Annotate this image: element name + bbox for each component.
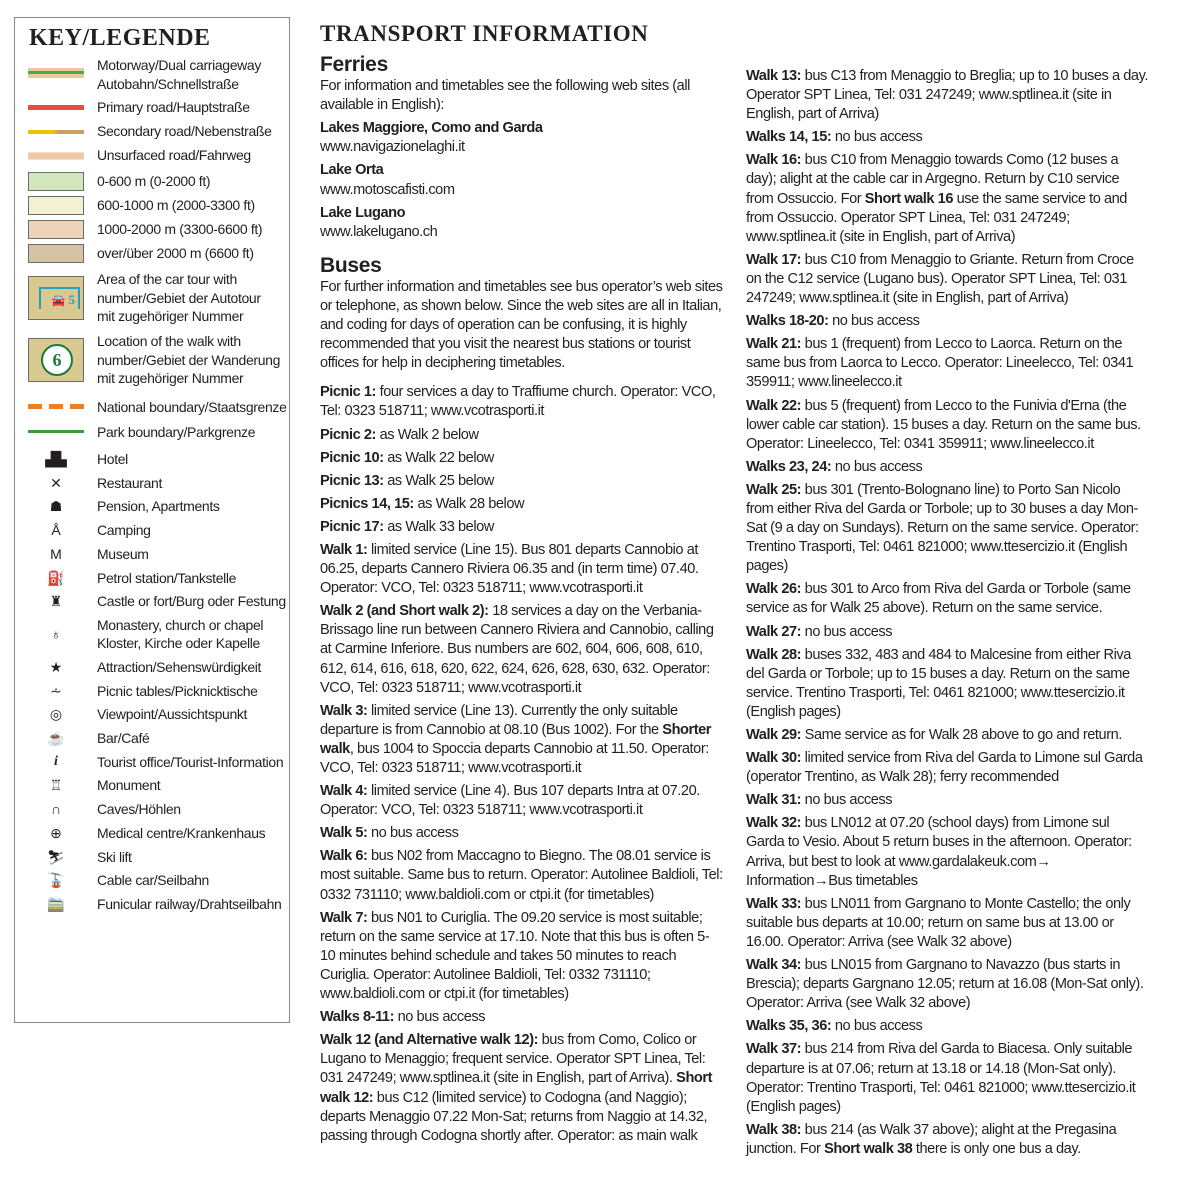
bus-entry-label: Walk 29: xyxy=(746,727,802,743)
key-label: Hotel xyxy=(97,451,128,467)
cafe-icon: ☕ xyxy=(47,730,65,746)
key-label: Unsurfaced road/Fahrweg xyxy=(97,147,251,163)
altitude-swatch xyxy=(28,244,84,263)
bus-entry-label: Walk 12 (and Alternative walk 12): xyxy=(320,1032,539,1049)
bus-entry xyxy=(746,580,1150,618)
bus-entry-text: there is only one bus a day. xyxy=(912,1140,1081,1157)
bus-entry-text: limited service (Line 13). Currently the only suitable departure is from Cannobio at 08.10 (Bus 1002). For the xyxy=(320,702,678,738)
key-label: Medical centre/Krankenhaus xyxy=(97,824,266,841)
key-label: Location of the walk with number/Gebiet der Wanderung mit zugehöriger Nummer xyxy=(97,333,281,386)
castle-icon: ♜ xyxy=(49,593,63,610)
key-row xyxy=(15,171,291,193)
park-boundary-swatch xyxy=(28,430,84,433)
bus-entry-label: Walk 6: xyxy=(320,848,368,865)
bus-entry-label: Shorter walk xyxy=(320,721,712,757)
info-icon: i xyxy=(54,753,58,769)
bus-entry-label: Walk 31: xyxy=(746,792,802,809)
restaurant-icon: ✕ xyxy=(50,474,62,491)
star-icon: ★ xyxy=(49,658,63,675)
bus-entry-text: as Walk 25 below xyxy=(383,472,494,489)
bus-entry xyxy=(746,726,1150,745)
viewpoint-icon: ◎ xyxy=(49,706,63,723)
key-label: Ski lift xyxy=(97,848,132,865)
ferries-heading: Ferries xyxy=(320,53,388,77)
bus-entry-label: Walk 30: xyxy=(746,750,802,767)
funicular-icon: 🚞 xyxy=(47,895,65,912)
bus-entry-label: Picnic 17: xyxy=(320,518,384,535)
medical-icon: ⊕ xyxy=(50,824,62,841)
key-label: Restaurant xyxy=(97,474,162,491)
bus-entry xyxy=(320,909,724,1004)
bus-entry-text: bus 5 (frequent) from Lecco to the Funivia d'Erna (the lower cable car station). 15 buses a day. Return on the same bus. Operator: Lineelecco, Tel: 0341 359911; www.lineelecco.it xyxy=(746,397,1141,452)
key-label: Viewpoint/Aussichtspunkt xyxy=(97,706,248,723)
hotel-icon: ▟▙ xyxy=(45,451,67,467)
car-tour-frame xyxy=(39,287,80,309)
pension-icon: ☗ xyxy=(49,498,63,515)
bus-entry-label: Walk 22: xyxy=(746,397,802,414)
bus-entry xyxy=(320,1031,724,1146)
key-row xyxy=(15,243,291,265)
key-label: Castle or fort/Burg oder Festung xyxy=(97,593,286,610)
key-row xyxy=(15,800,291,824)
bus-entry xyxy=(746,749,1150,787)
key-row xyxy=(15,545,291,569)
bus-entry xyxy=(746,458,1150,477)
key-row xyxy=(15,450,291,474)
key-row xyxy=(15,895,291,919)
transport-column-2 xyxy=(746,67,1150,1163)
key-row xyxy=(15,423,291,443)
bus-entry-label: Walk 16: xyxy=(746,152,802,169)
key-row xyxy=(15,658,291,682)
bus-entry-label: Walk 7: xyxy=(320,909,368,926)
bus-entry xyxy=(746,1121,1150,1159)
page-title: TRANSPORT INFORMATION xyxy=(320,21,649,46)
ferry-operator-name: Lakes Maggiore, Como and Garda xyxy=(320,120,543,137)
ferry-website: www.motoscafisti.com xyxy=(320,181,455,198)
bus-entry-text: limited service (Line 15). Bus 801 departs Cannobio at 06.25, departs Cannero Riviera 06.35 and (in term time) 07.40. Operator: VCO, Tel: 0323 518711; www.vcotrasporti.it xyxy=(320,541,699,597)
bus-entry-label: Walk 37: xyxy=(746,1041,802,1058)
camping-icon: Å xyxy=(51,522,61,539)
bus-entry-label: Walk 1: xyxy=(320,541,368,558)
bus-entry-label: Walk 21: xyxy=(746,336,802,353)
key-label: Secondary road/Nebenstraße xyxy=(97,123,272,139)
bus-entry xyxy=(320,518,724,537)
bus-entry xyxy=(320,495,724,514)
bus-entry xyxy=(746,623,1150,642)
bus-entry xyxy=(746,312,1150,331)
bus-entry-text: bus 301 to Arco from Riva del Garda or Torbole (same service as for Walk 25 above). Return on the same service. xyxy=(746,581,1131,617)
key-label: Pension, Apartments xyxy=(97,498,220,515)
bus-entry xyxy=(746,251,1150,308)
bus-entry xyxy=(746,151,1150,246)
key-label: Petrol station/Tankstelle xyxy=(97,569,237,586)
bus-entry-text: no bus access xyxy=(801,623,893,640)
bus-entry xyxy=(746,646,1150,722)
map-key-legend xyxy=(14,17,290,1023)
bus-entry xyxy=(746,128,1150,147)
buses-heading: Buses xyxy=(320,253,382,277)
bus-entry-label: Walk 13: xyxy=(746,68,802,84)
key-row xyxy=(15,270,291,330)
key-label: Monument xyxy=(97,777,161,794)
car-tour-area-swatch xyxy=(28,276,84,320)
key-label: 0-600 m (0-2000 ft) xyxy=(97,173,211,189)
key-label: Caves/Höhlen xyxy=(97,801,181,818)
bus-entry-label: Walk 27: xyxy=(746,623,802,640)
ferry-operator-name: Lake Orta xyxy=(320,162,384,179)
ferry-website: www.lakelugano.ch xyxy=(320,223,438,240)
bus-entry-text: no bus access xyxy=(394,1009,486,1026)
key-label: National boundary/Staatsgrenze xyxy=(97,399,287,415)
key-label: Camping xyxy=(97,522,151,539)
bus-entry-text: no bus access xyxy=(831,458,923,475)
bus-entry-text: no bus access xyxy=(831,129,923,146)
road-swatch xyxy=(28,68,84,78)
bus-entry-label: Walks 14, 15: xyxy=(746,129,832,146)
bus-entry xyxy=(746,397,1150,454)
bus-entry-label: Picnics 14, 15: xyxy=(320,495,414,512)
bus-entry-text: bus LN011 from Gargnano to Monte Castello; the only suitable bus departs at 10.00; return on same bus at 13.00 or 16.00. Operator: Arriva (see Walk 32 above) xyxy=(746,895,1131,950)
bus-entry-label: Walk 26: xyxy=(746,581,802,598)
bus-entry xyxy=(746,335,1150,392)
bus-entry-text: bus from Como, Colico or Lugano to Menaggio; frequent service. Operator SPT Linea, Tel: 031 247249; www.sptlinea.it (site in English, part of Arriva). xyxy=(320,1032,706,1087)
bus-entry-label: Walk 17: xyxy=(746,251,802,268)
buses-intro: For further information and timetables see bus operator’s web sites or telephone, as shown below. Since the web sites are all in Italian, and coding for days of operation can be confusing, it is highly recommended that you visit the nearest bus stations or tourist offices for help in deciphering timetables. xyxy=(320,278,723,372)
bus-entry-label: Walk 4: xyxy=(320,783,368,800)
bus-entry-label: Picnic 1: xyxy=(320,384,376,401)
bus-entry-text: bus C12 (limited service) to Codogna (and Naggio); departs Menaggio 07.22 Mon-Sat; returns from Naggio at 14.32, passing through Codogna shortly after. Operator: as main walk xyxy=(320,1089,708,1144)
road-line xyxy=(28,71,84,74)
bus-entry-text: bus LN012 at 07.20 (school days) from Limone sul Garda to Vesio. About 5 return buses in the afternoon. Operator: Arriva, but best to look at www.gardalakeuk.com→ Information→Bus timetables xyxy=(746,815,1132,889)
key-row xyxy=(15,195,291,217)
bus-entry-label: Walk 25: xyxy=(746,481,802,498)
key-label: Cable car/Seilbahn xyxy=(97,872,209,889)
bus-entry-text: 18 services a day on the Verbania-Brissago line run between Cannero Riviera and Cannobio, calling at Carmine Inferiore. Bus numbers are 602, 604, 606, 608, 610, 612, 614, 616, 618, 620, 622, 624, 626, 628, 630, 632. Operator: VCO, Tel: 0323 518711; www.vcotrasporti.it xyxy=(320,603,714,696)
key-label: 1000-2000 m (3300-6600 ft) xyxy=(97,221,263,237)
key-label: Tourist office/Tourist-Information xyxy=(97,753,284,770)
bus-entry-label: Walks 35, 36: xyxy=(746,1018,832,1035)
altitude-swatch xyxy=(28,172,84,191)
bus-entry xyxy=(746,814,1150,890)
bus-entry xyxy=(746,1040,1150,1116)
key-label: 600-1000 m (2000-3300 ft) xyxy=(97,197,255,213)
bus-entry-text: bus C10 from Menaggio towards Como (12 buses a day); alight at the cable car in Argegno. Return by C10 service from Ossuccio. For xyxy=(746,152,1120,207)
bus-entry-text: limited service from Riva del Garda to Limone sul Garda (operator Trentino, as Walk 28); ferry recommended xyxy=(746,750,1143,786)
key-row xyxy=(15,398,291,418)
bus-entry xyxy=(320,472,724,491)
bus-entry-label: Walk 38: xyxy=(746,1121,802,1138)
bus-entry-text: bus 301 (Trento-Bolognano line) to Porto San Nicolo from either Riva del Garda or Torbole; up to 30 buses a day Mon-Sat (9 a day on Sundays). Return on the same service. Operator: Trentino Trasporti, Tel: 0461 821000; www.ttesercizio.it (English pages) xyxy=(746,481,1139,575)
key-label: Park boundary/Parkgrenze xyxy=(97,424,256,440)
bus-entry-text: buses 332, 483 and 484 to Malcesine from either Riva del Garda or Torbole; up to 15 buses a day. Return on the same service. Trentino Trasporti, Tel: 0461 821000; www.ttesercizio.it (English pages) xyxy=(746,646,1131,720)
bus-entry-text: bus 214 (as Walk 37 above); alight at the Pregasina junction. For xyxy=(746,1121,1117,1157)
key-label: Bar/Café xyxy=(97,730,150,746)
bus-entry xyxy=(746,895,1150,952)
key-row xyxy=(15,729,291,753)
bus-entry-label: Walks 18-20: xyxy=(746,313,829,330)
bus-entry-text: bus 1 (frequent) from Lecco to Laorca. Return on the same bus from Laorca to Lecco. Operator: Lineelecco, Tel: 0341 359911; www.lineelecco.it xyxy=(746,336,1134,391)
bus-entry-label: Walks 8-11: xyxy=(320,1009,395,1026)
road-swatch xyxy=(28,130,84,134)
monument-icon: ♖ xyxy=(49,777,63,794)
bus-entry-text: no bus access xyxy=(367,825,459,842)
bus-entry-label: Walk 32: xyxy=(746,815,802,832)
key-row xyxy=(15,497,291,521)
key-row xyxy=(15,682,291,706)
bus-entry-text: four services a day to Traffiume church. Operator: VCO, Tel: 0323 518711; www.vcotrasporti.it xyxy=(320,384,716,420)
key-row xyxy=(15,521,291,545)
bus-entry xyxy=(746,791,1150,810)
bus-entry xyxy=(320,782,724,820)
walk-location-swatch xyxy=(28,338,84,382)
bus-entry xyxy=(746,481,1150,576)
bus-entry xyxy=(746,67,1150,124)
ferries-intro: For information and timetables see the following web sites (all available in English): xyxy=(320,78,690,114)
key-label: over/über 2000 m (6600 ft) xyxy=(97,245,254,261)
bus-entry xyxy=(320,702,724,778)
key-row xyxy=(15,871,291,895)
key-row xyxy=(15,56,291,96)
bus-entry xyxy=(320,383,724,421)
cave-icon: ∩ xyxy=(50,801,62,818)
bus-entry xyxy=(746,956,1150,1013)
picnic-table-icon: ⩪ xyxy=(50,682,62,699)
key-row xyxy=(15,474,291,498)
key-row xyxy=(15,616,291,658)
transport-column-1 xyxy=(320,21,724,1150)
key-row xyxy=(15,705,291,729)
bus-entry-text: use the same service to and from Ossuccio. Operator SPT Linea, Tel: 031 247249; www.sptlinea.it (site in English, part of Arriva) xyxy=(746,190,1127,245)
bus-entry-label: Walk 2 (and Short walk 2): xyxy=(320,603,489,620)
cable-car-icon: 🚡 xyxy=(47,872,65,889)
bus-entry-text: Same service as for Walk 28 above to go and return. xyxy=(801,727,1122,743)
ferry-website: www.navigazionelaghi.it xyxy=(320,139,465,156)
ferry-operator-name: Lake Lugano xyxy=(320,204,406,221)
key-label: Funicular railway/Drahtseilbahn xyxy=(97,895,282,912)
bus-entry-label: Walk 5: xyxy=(320,825,368,842)
car-tour-number: 5 xyxy=(68,292,75,307)
bus-entry-text: as Walk 28 below xyxy=(413,495,525,512)
altitude-swatch xyxy=(28,196,84,215)
bus-entry-label: Short walk 38 xyxy=(824,1140,913,1157)
bus-entry-label: Picnic 13: xyxy=(320,472,384,489)
bus-entry-label: Short walk 12: xyxy=(320,1070,713,1106)
bus-entry-label: Walks 23, 24: xyxy=(746,458,832,475)
key-row xyxy=(15,848,291,872)
bus-entry-text: no bus access xyxy=(831,1018,923,1035)
bus-entry xyxy=(320,449,724,468)
walk-number-circle: 6 xyxy=(41,344,73,376)
key-row xyxy=(15,592,291,616)
bus-entry xyxy=(320,847,724,904)
church-icon: ♁ xyxy=(50,625,62,642)
bus-entry-text: limited service (Line 4). Bus 107 departs Intra at 07.20. Operator: VCO, Tel: 0323 518711; www.vcotrasporti.it xyxy=(320,783,700,819)
national-boundary-swatch xyxy=(28,404,84,409)
bus-entry-text: no bus access xyxy=(801,792,893,809)
bus-entry-text: as Walk 2 below xyxy=(375,426,479,443)
bus-entry-text: bus C10 from Menaggio to Griante. Return from Croce on the C12 service (Lugano bus). Operator SPT Linea, Tel: 031 247249; www.sptlinea.it (site in English, part of Arriva) xyxy=(746,251,1134,307)
key-label: Motorway/Dual carriageway Autobahn/Schnellstraße xyxy=(97,57,261,92)
museum-icon: M xyxy=(50,545,62,562)
bus-entry-text: bus N02 from Maccagno to Biegno. The 08.01 service is most suitable. Same bus to return. Operator: Autolinee Baldioli, Tel: 0332 731110; www.baldioli.com or ctpi.it (for timetables) xyxy=(320,848,723,903)
key-row xyxy=(15,753,291,777)
bus-entry-label: Walk 3: xyxy=(320,702,368,719)
bus-entry-label: Walk 34: xyxy=(746,957,802,974)
bus-entry xyxy=(320,1008,724,1027)
bus-entry-text: no bus access xyxy=(828,313,920,330)
key-label: Museum xyxy=(97,545,149,562)
key-title: KEY/LEGENDE xyxy=(29,25,211,51)
bus-entry-text: bus N01 to Curiglia. The 09.20 service is most suitable; return on the same service at 17.10. Note that this bus is often 5-10 minutes behind schedule and takes 50 minutes to reach Curiglia. Operator: Autolinee Baldioli, Tel: 0332 731110; www.baldioli.com or ctpi.it (for timetables) xyxy=(320,909,710,1003)
key-row xyxy=(15,776,291,800)
bus-entry xyxy=(320,426,724,445)
bus-entry-label: Walk 28: xyxy=(746,646,802,663)
bus-entry xyxy=(320,824,724,843)
bus-entry-text: bus C13 from Menaggio to Breglia; up to 10 buses a day. Operator SPT Linea, Tel: 031 247249; www.sptlinea.it (site in English, part of Arriva) xyxy=(746,68,1148,123)
bus-entry-text: bus 214 from Riva del Garda to Biacesa. Only suitable departure is at 07.06; return at 13.18 or 14.18 (Mon-Sat only). Operator: Trentino Trasporti, Tel: 0461 821000; www.ttesercizio.it (English pages) xyxy=(746,1041,1136,1115)
car-icon: 🚘 xyxy=(51,295,66,307)
key-row xyxy=(15,569,291,593)
bus-entry xyxy=(746,1017,1150,1036)
ski-lift-icon: ⛷ xyxy=(47,848,65,865)
bus-entry-text: as Walk 22 below xyxy=(383,449,494,466)
bus-entry-label: Walk 33: xyxy=(746,895,802,912)
bus-entry-label: Short walk 16 xyxy=(864,190,953,207)
key-row xyxy=(15,219,291,241)
road-swatch xyxy=(28,105,84,110)
bus-entry-text: bus LN015 from Gargnano to Navazzo (bus starts in Brescia); departs Gargnano 12.05; return at 16.08 (Mon-Sat only). Operator: Arriva (see Walk 32 above) xyxy=(746,957,1144,1012)
altitude-swatch xyxy=(28,220,84,239)
key-row xyxy=(15,824,291,848)
bus-entry-label: Picnic 2: xyxy=(320,426,376,443)
key-label: Monastery, church or chapel Kloster, Kirche oder Kapelle xyxy=(97,616,264,652)
bus-entry-text: as Walk 33 below xyxy=(383,518,494,535)
key-label: Primary road/Hauptstraße xyxy=(97,99,250,115)
bus-entry-label: Picnic 10: xyxy=(320,449,384,466)
key-row xyxy=(15,332,291,392)
key-label: Area of the car tour with number/Gebiet der Autotour mit zugehöriger Nummer xyxy=(97,271,261,324)
bus-entry xyxy=(320,541,724,598)
petrol-station-icon: ⛽ xyxy=(47,569,65,586)
key-label: Attraction/Sehenswürdigkeit xyxy=(97,658,262,675)
bus-entry-text: , bus 1004 to Spoccia departs Cannobio at 11.50. Operator: VCO, Tel: 0323 518711; www.vcotrasporti.it xyxy=(320,740,709,776)
key-label: Picnic tables/Picknicktische xyxy=(97,682,258,699)
bus-entry xyxy=(320,602,724,697)
road-swatch xyxy=(28,152,84,160)
